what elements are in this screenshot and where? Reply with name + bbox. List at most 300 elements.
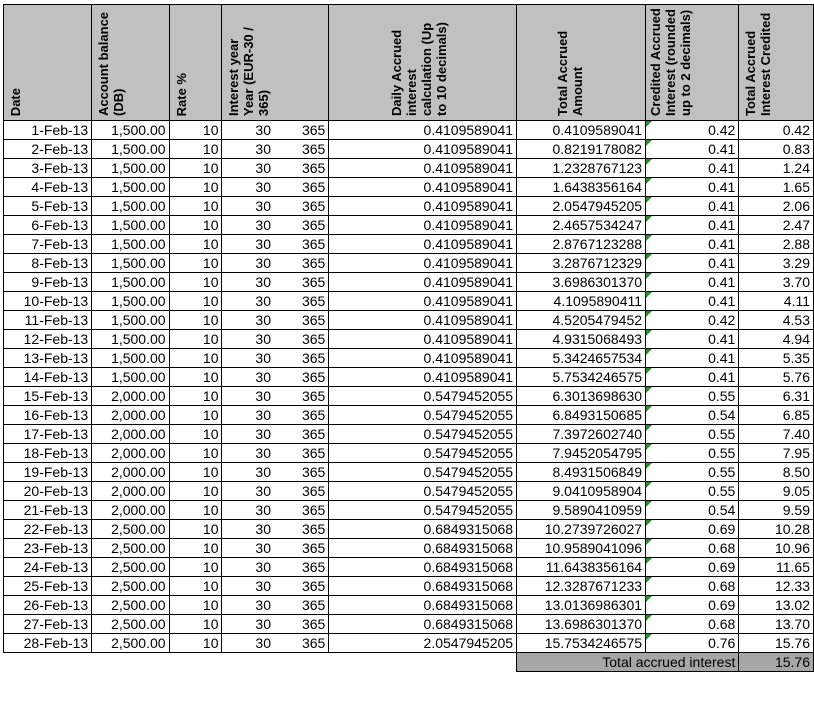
cell-rate[interactable]: 10 (169, 482, 222, 501)
cell-date[interactable]: 2-Feb-13 (4, 140, 92, 159)
cell-total-accrued[interactable]: 2.8767123288 (517, 235, 646, 254)
cell-rate[interactable]: 10 (169, 273, 222, 292)
cell-daily-accrued[interactable]: 0.4109589041 (329, 292, 517, 311)
table-row (4, 596, 814, 615)
cell-rate[interactable]: 10 (169, 121, 222, 140)
cell-total-credited[interactable]: 6.85 (739, 406, 814, 425)
cell-year-days[interactable]: 365 (274, 349, 329, 368)
cell-date[interactable]: 4-Feb-13 (4, 178, 92, 197)
cell-year-days[interactable]: 365 (274, 216, 329, 235)
cell-total-credited[interactable]: 2.47 (739, 216, 814, 235)
cell-total-accrued[interactable]: 13.6986301370 (517, 615, 646, 634)
cell-date[interactable]: 6-Feb-13 (4, 216, 92, 235)
cell-total-accrued[interactable]: 15.7534246575 (517, 634, 646, 653)
cell-total-credited[interactable]: 7.95 (739, 444, 814, 463)
cell-total-credited[interactable]: 10.96 (739, 539, 814, 558)
cell-credited[interactable]: 0.55 (646, 425, 739, 444)
cell-daily-accrued[interactable]: 0.5479452055 (329, 482, 517, 501)
cell-date[interactable]: 18-Feb-13 (4, 444, 92, 463)
table-row (4, 121, 814, 140)
cell-total-accrued[interactable]: 0.4109589041 (517, 121, 646, 140)
total-value[interactable]: 15.76 (739, 653, 814, 672)
table-row (4, 444, 814, 463)
header-balance[interactable] (92, 5, 169, 121)
cell-rate[interactable]: 10 (169, 406, 222, 425)
cell-interest-days[interactable]: 30 (222, 121, 274, 140)
table-row (4, 482, 814, 501)
cell-daily-accrued[interactable]: 0.4109589041 (329, 121, 517, 140)
cell-credited[interactable]: 0.42 (646, 121, 739, 140)
cell-daily-accrued[interactable]: 0.6849315068 (329, 539, 517, 558)
cell-interest-days[interactable]: 30 (222, 197, 274, 216)
cell-date[interactable]: 8-Feb-13 (4, 254, 92, 273)
cell-rate[interactable]: 10 (169, 197, 222, 216)
table-row (4, 254, 814, 273)
table-row (4, 501, 814, 520)
cell-daily-accrued[interactable]: 0.6849315068 (329, 615, 517, 634)
cell-daily-accrued[interactable]: 0.5479452055 (329, 425, 517, 444)
cell-daily-accrued[interactable]: 0.5479452055 (329, 406, 517, 425)
table-row (4, 463, 814, 482)
cell-total-accrued[interactable]: 6.3013698630 (517, 387, 646, 406)
cell-year-days[interactable]: 365 (274, 577, 329, 596)
cell-year-days[interactable]: 365 (274, 311, 329, 330)
total-label[interactable]: Total accrued interest (517, 653, 739, 672)
cell-balance[interactable]: 2,500.00 (92, 577, 169, 596)
cell-credited[interactable]: 0.41 (646, 235, 739, 254)
cell-interest-days[interactable]: 30 (222, 406, 274, 425)
table-row (4, 406, 814, 425)
cell-total-credited[interactable]: 4.11 (739, 292, 814, 311)
cell-interest-days[interactable]: 30 (222, 330, 274, 349)
cell-total-credited[interactable]: 2.06 (739, 197, 814, 216)
header-daily-accrued[interactable] (329, 5, 517, 121)
cell-rate[interactable]: 10 (169, 216, 222, 235)
cell-total-accrued[interactable]: 7.3972602740 (517, 425, 646, 444)
cell-total-accrued[interactable]: 3.6986301370 (517, 273, 646, 292)
cell-balance[interactable]: 1,500.00 (92, 330, 169, 349)
cell-daily-accrued[interactable]: 0.4109589041 (329, 235, 517, 254)
cell-rate[interactable]: 10 (169, 463, 222, 482)
cell-daily-accrued[interactable]: 0.6849315068 (329, 596, 517, 615)
cell-rate[interactable]: 10 (169, 330, 222, 349)
table-row (4, 292, 814, 311)
table-row (4, 311, 814, 330)
cell-total-credited[interactable]: 1.65 (739, 178, 814, 197)
cell-credited[interactable]: 0.54 (646, 406, 739, 425)
cell-interest-days[interactable]: 30 (222, 254, 274, 273)
total-spacer (4, 653, 517, 672)
cell-rate[interactable]: 10 (169, 539, 222, 558)
table-row (4, 197, 814, 216)
cell-interest-days[interactable]: 30 (222, 596, 274, 615)
table-row (4, 425, 814, 444)
cell-date[interactable]: 10-Feb-13 (4, 292, 92, 311)
cell-credited[interactable]: 0.55 (646, 444, 739, 463)
cell-rate[interactable]: 10 (169, 425, 222, 444)
cell-total-accrued[interactable]: 13.0136986301 (517, 596, 646, 615)
cell-date[interactable]: 1-Feb-13 (4, 121, 92, 140)
cell-balance[interactable]: 1,500.00 (92, 178, 169, 197)
cell-interest-days[interactable]: 30 (222, 425, 274, 444)
cell-date[interactable]: 3-Feb-13 (4, 159, 92, 178)
accrued-interest-table (3, 4, 814, 672)
header-rate[interactable] (169, 5, 222, 121)
cell-interest-days[interactable]: 30 (222, 216, 274, 235)
header-daily-accrued-label: Daily Accrued interest calculation (Up to 10 decimals) (389, 22, 450, 116)
cell-date[interactable]: 15-Feb-13 (4, 387, 92, 406)
cell-daily-accrued[interactable]: 0.4109589041 (329, 254, 517, 273)
cell-year-days[interactable]: 365 (274, 444, 329, 463)
cell-balance[interactable]: 1,500.00 (92, 235, 169, 254)
cell-year-days[interactable]: 365 (274, 178, 329, 197)
cell-year-days[interactable]: 365 (274, 273, 329, 292)
cell-date[interactable]: 20-Feb-13 (4, 482, 92, 501)
cell-total-accrued[interactable]: 8.4931506849 (517, 463, 646, 482)
cell-date[interactable]: 9-Feb-13 (4, 273, 92, 292)
cell-date[interactable]: 12-Feb-13 (4, 330, 92, 349)
cell-date[interactable]: 5-Feb-13 (4, 197, 92, 216)
cell-rate[interactable]: 10 (169, 387, 222, 406)
cell-total-credited[interactable]: 0.83 (739, 140, 814, 159)
cell-credited[interactable]: 0.41 (646, 159, 739, 178)
cell-year-days[interactable]: 365 (274, 197, 329, 216)
cell-date[interactable]: 23-Feb-13 (4, 539, 92, 558)
table-row (4, 387, 814, 406)
cell-daily-accrued[interactable]: 0.4109589041 (329, 349, 517, 368)
cell-total-credited[interactable]: 5.35 (739, 349, 814, 368)
cell-rate[interactable]: 10 (169, 140, 222, 159)
cell-total-accrued[interactable]: 3.2876712329 (517, 254, 646, 273)
cell-year-days[interactable]: 365 (274, 292, 329, 311)
cell-total-accrued[interactable]: 10.9589041096 (517, 539, 646, 558)
cell-interest-days[interactable]: 30 (222, 349, 274, 368)
cell-credited[interactable]: 0.55 (646, 482, 739, 501)
cell-credited[interactable]: 0.69 (646, 596, 739, 615)
cell-balance[interactable]: 2,000.00 (92, 387, 169, 406)
cell-interest-days[interactable]: 30 (222, 520, 274, 539)
cell-year-days[interactable]: 365 (274, 539, 329, 558)
table-row (4, 577, 814, 596)
cell-interest-days[interactable]: 30 (222, 311, 274, 330)
cell-rate[interactable]: 10 (169, 634, 222, 653)
header-total-accrued[interactable] (517, 5, 646, 121)
cell-interest-days[interactable]: 30 (222, 235, 274, 254)
cell-total-accrued[interactable]: 10.2739726027 (517, 520, 646, 539)
cell-rate[interactable]: 10 (169, 520, 222, 539)
cell-interest-days[interactable]: 30 (222, 634, 274, 653)
cell-date[interactable]: 26-Feb-13 (4, 596, 92, 615)
cell-daily-accrued[interactable]: 2.0547945205 (329, 634, 517, 653)
cell-date[interactable]: 7-Feb-13 (4, 235, 92, 254)
cell-total-accrued[interactable]: 5.3424657534 (517, 349, 646, 368)
cell-rate[interactable]: 10 (169, 368, 222, 387)
cell-date[interactable]: 28-Feb-13 (4, 634, 92, 653)
cell-balance[interactable]: 1,500.00 (92, 273, 169, 292)
cell-credited[interactable]: 0.41 (646, 330, 739, 349)
cell-rate[interactable]: 10 (169, 292, 222, 311)
header-interest-year-label: Interest year Year (EUR-30 / 365) (226, 27, 272, 116)
cell-total-credited[interactable]: 3.29 (739, 254, 814, 273)
cell-interest-days[interactable]: 30 (222, 558, 274, 577)
header-interest-year[interactable] (222, 5, 274, 121)
cell-credited[interactable]: 0.69 (646, 520, 739, 539)
cell-date[interactable]: 14-Feb-13 (4, 368, 92, 387)
cell-total-accrued[interactable]: 11.6438356164 (517, 558, 646, 577)
cell-daily-accrued[interactable]: 0.6849315068 (329, 558, 517, 577)
cell-total-credited[interactable]: 15.76 (739, 634, 814, 653)
cell-total-accrued[interactable]: 9.0410958904 (517, 482, 646, 501)
cell-balance[interactable]: 2,500.00 (92, 558, 169, 577)
cell-total-accrued[interactable]: 6.8493150685 (517, 406, 646, 425)
cell-daily-accrued[interactable]: 0.4109589041 (329, 159, 517, 178)
cell-total-credited[interactable]: 3.70 (739, 273, 814, 292)
cell-total-credited[interactable]: 2.88 (739, 235, 814, 254)
cell-daily-accrued[interactable]: 0.4109589041 (329, 197, 517, 216)
cell-date[interactable]: 11-Feb-13 (4, 311, 92, 330)
cell-balance[interactable]: 2,000.00 (92, 501, 169, 520)
cell-rate[interactable]: 10 (169, 444, 222, 463)
cell-year-days[interactable]: 365 (274, 501, 329, 520)
cell-year-days[interactable]: 365 (274, 254, 329, 273)
cell-year-days[interactable]: 365 (274, 634, 329, 653)
cell-daily-accrued[interactable]: 0.4109589041 (329, 140, 517, 159)
cell-date[interactable]: 22-Feb-13 (4, 520, 92, 539)
cell-daily-accrued[interactable]: 0.4109589041 (329, 273, 517, 292)
cell-total-credited[interactable]: 1.24 (739, 159, 814, 178)
cell-daily-accrued[interactable]: 0.5479452055 (329, 444, 517, 463)
cell-daily-accrued[interactable]: 0.5479452055 (329, 463, 517, 482)
cell-balance[interactable]: 2,500.00 (92, 615, 169, 634)
cell-interest-days[interactable]: 30 (222, 539, 274, 558)
cell-year-days[interactable]: 365 (274, 387, 329, 406)
cell-balance[interactable]: 1,500.00 (92, 368, 169, 387)
cell-credited[interactable]: 0.41 (646, 273, 739, 292)
table-row (4, 178, 814, 197)
cell-credited[interactable]: 0.68 (646, 615, 739, 634)
cell-rate[interactable]: 10 (169, 349, 222, 368)
cell-daily-accrued[interactable]: 0.4109589041 (329, 311, 517, 330)
cell-year-days[interactable]: 365 (274, 425, 329, 444)
header-total-accrued-label: Total Accrued Amount (555, 30, 586, 116)
table-row (4, 140, 814, 159)
header-rate-label: Rate % (173, 72, 189, 116)
cell-date[interactable]: 16-Feb-13 (4, 406, 92, 425)
cell-year-days[interactable]: 365 (274, 159, 329, 178)
cell-daily-accrued[interactable]: 0.4109589041 (329, 330, 517, 349)
cell-balance[interactable]: 1,500.00 (92, 216, 169, 235)
cell-daily-accrued[interactable]: 0.6849315068 (329, 577, 517, 596)
cell-balance[interactable]: 1,500.00 (92, 121, 169, 140)
cell-interest-days[interactable]: 30 (222, 368, 274, 387)
cell-daily-accrued[interactable]: 0.5479452055 (329, 387, 517, 406)
header-date[interactable] (4, 5, 92, 121)
cell-total-credited[interactable]: 9.59 (739, 501, 814, 520)
cell-balance[interactable]: 1,500.00 (92, 159, 169, 178)
header-interest-year-days[interactable] (274, 5, 329, 121)
cell-date[interactable]: 21-Feb-13 (4, 501, 92, 520)
cell-total-accrued[interactable]: 5.7534246575 (517, 368, 646, 387)
cell-total-credited[interactable]: 4.94 (739, 330, 814, 349)
cell-interest-days[interactable]: 30 (222, 577, 274, 596)
cell-total-accrued[interactable]: 12.3287671233 (517, 577, 646, 596)
cell-total-accrued[interactable]: 2.4657534247 (517, 216, 646, 235)
table-row (4, 273, 814, 292)
cell-year-days[interactable]: 365 (274, 140, 329, 159)
cell-total-accrued[interactable]: 1.2328767123 (517, 159, 646, 178)
cell-credited[interactable]: 0.76 (646, 634, 739, 653)
cell-rate[interactable]: 10 (169, 178, 222, 197)
cell-total-credited[interactable]: 11.65 (739, 558, 814, 577)
cell-total-accrued[interactable]: 7.9452054795 (517, 444, 646, 463)
header-total-credited[interactable] (739, 5, 814, 121)
cell-credited[interactable]: 0.41 (646, 178, 739, 197)
cell-total-accrued[interactable]: 9.5890410959 (517, 501, 646, 520)
cell-balance[interactable]: 1,500.00 (92, 292, 169, 311)
cell-total-accrued[interactable]: 0.8219178082 (517, 140, 646, 159)
table-row (4, 520, 814, 539)
table-row (4, 634, 814, 653)
cell-interest-days[interactable]: 30 (222, 482, 274, 501)
cell-balance[interactable]: 2,000.00 (92, 482, 169, 501)
cell-interest-days[interactable]: 30 (222, 501, 274, 520)
cell-credited[interactable]: 0.68 (646, 539, 739, 558)
cell-total-credited[interactable]: 13.70 (739, 615, 814, 634)
cell-credited[interactable]: 0.41 (646, 197, 739, 216)
cell-balance[interactable]: 1,500.00 (92, 349, 169, 368)
cell-daily-accrued[interactable]: 0.5479452055 (329, 501, 517, 520)
cell-year-days[interactable]: 365 (274, 463, 329, 482)
cell-year-days[interactable]: 365 (274, 558, 329, 577)
cell-total-credited[interactable]: 7.40 (739, 425, 814, 444)
cell-credited[interactable]: 0.55 (646, 463, 739, 482)
cell-rate[interactable]: 10 (169, 501, 222, 520)
cell-rate[interactable]: 10 (169, 615, 222, 634)
cell-balance[interactable]: 1,500.00 (92, 140, 169, 159)
cell-total-accrued[interactable]: 1.6438356164 (517, 178, 646, 197)
cell-rate[interactable]: 10 (169, 558, 222, 577)
cell-credited[interactable]: 0.42 (646, 311, 739, 330)
cell-date[interactable]: 25-Feb-13 (4, 577, 92, 596)
cell-balance[interactable]: 2,000.00 (92, 425, 169, 444)
cell-rate[interactable]: 10 (169, 254, 222, 273)
cell-credited[interactable]: 0.54 (646, 501, 739, 520)
cell-total-credited[interactable]: 5.76 (739, 368, 814, 387)
table-row (4, 330, 814, 349)
cell-rate[interactable]: 10 (169, 159, 222, 178)
cell-balance[interactable]: 2,500.00 (92, 520, 169, 539)
header-credited[interactable] (646, 5, 739, 121)
cell-date[interactable]: 17-Feb-13 (4, 425, 92, 444)
cell-year-days[interactable]: 365 (274, 121, 329, 140)
cell-credited[interactable]: 0.68 (646, 577, 739, 596)
table-row (4, 615, 814, 634)
cell-date[interactable]: 24-Feb-13 (4, 558, 92, 577)
cell-interest-days[interactable]: 30 (222, 463, 274, 482)
cell-interest-days[interactable]: 30 (222, 292, 274, 311)
cell-total-accrued[interactable]: 2.0547945205 (517, 197, 646, 216)
cell-total-accrued[interactable]: 4.1095890411 (517, 292, 646, 311)
cell-balance[interactable]: 2,500.00 (92, 634, 169, 653)
cell-total-credited[interactable]: 10.28 (739, 520, 814, 539)
cell-balance[interactable]: 1,500.00 (92, 311, 169, 330)
cell-year-days[interactable]: 365 (274, 368, 329, 387)
cell-interest-days[interactable]: 30 (222, 615, 274, 634)
cell-daily-accrued[interactable]: 0.4109589041 (329, 178, 517, 197)
cell-interest-days[interactable]: 30 (222, 159, 274, 178)
cell-total-credited[interactable]: 8.50 (739, 463, 814, 482)
cell-total-accrued[interactable]: 4.5205479452 (517, 311, 646, 330)
cell-total-credited[interactable]: 12.33 (739, 577, 814, 596)
cell-balance[interactable]: 1,500.00 (92, 197, 169, 216)
cell-interest-days[interactable]: 30 (222, 273, 274, 292)
cell-total-credited[interactable]: 0.42 (739, 121, 814, 140)
cell-date[interactable]: 13-Feb-13 (4, 349, 92, 368)
cell-year-days[interactable]: 365 (274, 406, 329, 425)
header-date-label: Date (8, 87, 23, 116)
cell-year-days[interactable]: 365 (274, 482, 329, 501)
cell-total-credited[interactable]: 13.02 (739, 596, 814, 615)
cell-interest-days[interactable]: 30 (222, 178, 274, 197)
cell-daily-accrued[interactable]: 0.6849315068 (329, 520, 517, 539)
cell-credited[interactable]: 0.41 (646, 368, 739, 387)
cell-balance[interactable]: 2,000.00 (92, 444, 169, 463)
cell-rate[interactable]: 10 (169, 311, 222, 330)
cell-interest-days[interactable]: 30 (222, 444, 274, 463)
cell-balance[interactable]: 2,500.00 (92, 539, 169, 558)
cell-year-days[interactable]: 365 (274, 235, 329, 254)
cell-daily-accrued[interactable]: 0.4109589041 (329, 368, 517, 387)
table-row (4, 235, 814, 254)
cell-interest-days[interactable]: 30 (222, 387, 274, 406)
cell-balance[interactable]: 2,500.00 (92, 596, 169, 615)
spreadsheet (3, 4, 814, 672)
cell-rate[interactable]: 10 (169, 596, 222, 615)
cell-credited[interactable]: 0.69 (646, 558, 739, 577)
cell-credited[interactable]: 0.41 (646, 140, 739, 159)
cell-total-credited[interactable]: 9.05 (739, 482, 814, 501)
table-row (4, 368, 814, 387)
cell-year-days[interactable]: 365 (274, 520, 329, 539)
cell-credited[interactable]: 0.41 (646, 254, 739, 273)
cell-balance[interactable]: 2,000.00 (92, 463, 169, 482)
cell-interest-days[interactable]: 30 (222, 140, 274, 159)
cell-credited[interactable]: 0.41 (646, 292, 739, 311)
cell-year-days[interactable]: 365 (274, 330, 329, 349)
cell-year-days[interactable]: 365 (274, 615, 329, 634)
cell-rate[interactable]: 10 (169, 577, 222, 596)
table-row (4, 159, 814, 178)
cell-balance[interactable]: 2,000.00 (92, 406, 169, 425)
header-credited-label: Credited Accrued Interest (rounded up to 2 decimals) (648, 8, 694, 116)
cell-date[interactable]: 27-Feb-13 (4, 615, 92, 634)
header-balance-label: Account balance (DB) (96, 11, 127, 116)
total-row (4, 653, 814, 672)
cell-total-credited[interactable]: 4.53 (739, 311, 814, 330)
cell-balance[interactable]: 1,500.00 (92, 254, 169, 273)
cell-credited[interactable]: 0.55 (646, 387, 739, 406)
cell-date[interactable]: 19-Feb-13 (4, 463, 92, 482)
cell-year-days[interactable]: 365 (274, 596, 329, 615)
cell-rate[interactable]: 10 (169, 235, 222, 254)
cell-daily-accrued[interactable]: 0.4109589041 (329, 216, 517, 235)
table-row (4, 349, 814, 368)
cell-total-accrued[interactable]: 4.9315068493 (517, 330, 646, 349)
cell-credited[interactable]: 0.41 (646, 349, 739, 368)
cell-credited[interactable]: 0.41 (646, 216, 739, 235)
cell-total-credited[interactable]: 6.31 (739, 387, 814, 406)
table-row (4, 539, 814, 558)
